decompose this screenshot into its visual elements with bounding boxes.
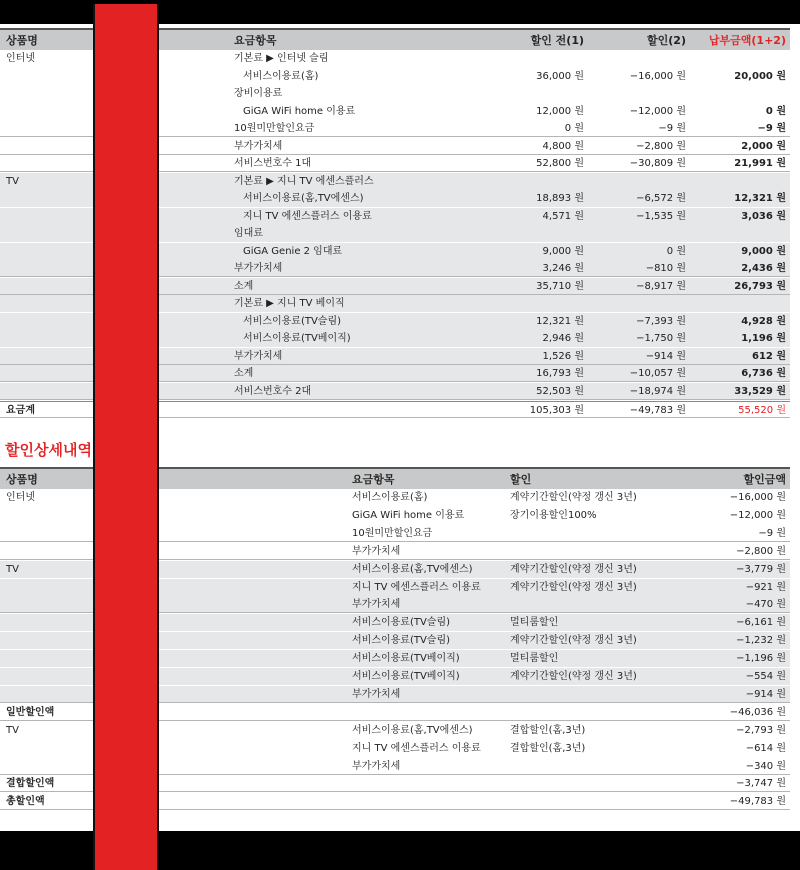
payment-cell: 1,196 원	[741, 333, 786, 344]
amount-cell: −614 원	[745, 742, 786, 754]
payment-cell: 2,436 원	[741, 263, 786, 274]
payment-cell: 33,529 원	[734, 385, 786, 397]
before-cell: 9,000 원	[542, 245, 584, 257]
payment-cell: −9 원	[757, 123, 786, 134]
total-label: 요금계	[6, 405, 35, 416]
item-cell: 서비스번호수 2대	[234, 385, 312, 397]
item-cell: GiGA WiFi home 이용료	[243, 105, 356, 117]
product-cell: TV	[6, 175, 19, 187]
discount-cell: −18,974 원	[629, 385, 686, 397]
product-cell: 총할인액	[6, 796, 45, 808]
item-cell: 부가가치세	[352, 760, 401, 772]
discount-type-cell: 계약기간할인(약정 갱신 3년)	[510, 635, 637, 647]
before-cell: 2,946 원	[542, 333, 584, 344]
amount-cell: −914 원	[745, 688, 786, 700]
item-cell: 장비이용료	[234, 88, 283, 99]
item-cell: 부가가치세	[234, 263, 283, 274]
item-cell: 지니 TV 에센스플러스 이용료	[243, 210, 372, 222]
discount-cell: −10,057 원	[629, 368, 686, 379]
discount-type-cell: 계약기간할인(약정 갱신 3년)	[510, 492, 637, 503]
discount-cell: −9 원	[658, 123, 686, 134]
payment-cell: 0 원	[765, 105, 786, 117]
amount-cell: −2,793 원	[736, 724, 786, 736]
amount-cell: −49,783 원	[729, 796, 786, 808]
product-cell: 결합할인액	[6, 778, 55, 790]
before-cell: 18,893 원	[536, 193, 584, 204]
discount-cell: −6,572 원	[636, 193, 686, 204]
total-payment: 55,520 원	[738, 405, 786, 416]
amount-cell: −1,232 원	[736, 635, 786, 647]
item-cell: 서비스이용료(홈,TV에센스)	[243, 193, 364, 204]
payment-cell: 3,036 원	[741, 210, 786, 222]
payment-cell: 4,928 원	[741, 315, 786, 327]
before-cell: 36,000 원	[536, 70, 584, 82]
total-discount: −49,783 원	[629, 405, 686, 416]
discount-type-cell: 멀티룸할인	[510, 653, 559, 665]
discount-cell: 0 원	[666, 245, 686, 257]
item-cell: 서비스이용료(TV슬림)	[243, 315, 342, 327]
item-cell: 기본료 ▶ 지니 TV 에센스플러스	[234, 175, 374, 187]
payment-cell: 26,793 원	[734, 280, 786, 292]
discount-cell: −12,000 원	[629, 105, 686, 117]
item-cell: 서비스이용료(홈)	[352, 492, 428, 503]
item-cell: 서비스이용료(TV슬림)	[352, 617, 451, 629]
payment-cell: 2,000 원	[741, 140, 786, 152]
discount-cell: −2,800 원	[636, 140, 686, 152]
item-cell: 소계	[234, 280, 254, 292]
item-cell: GiGA WiFi home 이용료	[352, 509, 465, 521]
discount-cell: −1,535 원	[636, 210, 686, 222]
discount-detail-title: 할인상세내역	[5, 441, 92, 459]
amount-cell: −1,196 원	[736, 653, 786, 665]
before-cell: 0 원	[564, 123, 584, 134]
discount-type-cell: 계약기간할인(약정 갱신 3년)	[510, 671, 637, 682]
amount-cell: −6,161 원	[736, 617, 786, 629]
before-cell: 35,710 원	[536, 280, 584, 292]
item-cell: 서비스이용료(TV베이직)	[243, 333, 351, 344]
item-cell: 서비스이용료(TV베이직)	[352, 671, 460, 682]
before-cell: 52,503 원	[536, 385, 584, 397]
amount-cell: −470 원	[745, 599, 786, 611]
amount-cell: −16,000 원	[729, 492, 786, 503]
amount-cell: −554 원	[745, 671, 786, 682]
item-cell: 서비스이용료(홈,TV에센스)	[352, 724, 473, 736]
item-cell: 부가가치세	[352, 545, 401, 557]
col-product-header: 상품명	[6, 34, 38, 47]
discount-cell: −16,000 원	[629, 70, 686, 82]
before-cell: 16,793 원	[536, 368, 584, 379]
product-cell: TV	[6, 563, 19, 575]
discount-type-cell: 결합할인(홈,3년)	[510, 742, 586, 754]
discount-cell: −914 원	[645, 350, 686, 362]
amount-cell: −921 원	[745, 581, 786, 593]
payment-cell: 9,000 원	[741, 245, 786, 257]
amount-cell: −3,747 원	[736, 778, 786, 790]
discount-type-cell: 멀티룸할인	[510, 617, 559, 629]
discount-cell: −810 원	[645, 263, 686, 274]
before-cell: 4,571 원	[542, 210, 584, 222]
col-discount-header: 할인(2)	[647, 34, 686, 47]
payment-cell: 612 원	[751, 350, 786, 362]
amount-cell: −2,800 원	[736, 545, 786, 557]
before-cell: 12,000 원	[536, 105, 584, 117]
total-before: 105,303 원	[529, 405, 584, 416]
before-cell: 12,321 원	[536, 315, 584, 327]
item-cell: 부가가치세	[352, 688, 401, 700]
col-item-header: 요금항목	[352, 473, 395, 486]
discount-cell: −1,750 원	[636, 333, 686, 344]
item-cell: 10원미만할인요금	[352, 527, 433, 539]
payment-cell: 20,000 원	[734, 70, 786, 82]
amount-cell: −3,779 원	[736, 563, 786, 575]
discount-type-cell: 계약기간할인(약정 갱신 3년)	[510, 563, 637, 575]
discount-type-cell: 장기이용할인100%	[510, 509, 597, 521]
product-cell: 인터넷	[6, 53, 35, 64]
item-cell: 임대료	[234, 228, 263, 239]
item-cell: 서비스이용료(홈)	[243, 70, 319, 82]
amount-cell: −12,000 원	[729, 509, 786, 521]
item-cell: GiGA Genie 2 임대료	[243, 245, 343, 257]
before-cell: 52,800 원	[536, 158, 584, 169]
before-cell: 4,800 원	[542, 140, 584, 152]
product-cell: 인터넷	[6, 492, 35, 503]
before-cell: 3,246 원	[542, 263, 584, 274]
discount-cell: −30,809 원	[629, 158, 686, 169]
item-cell: 기본료 ▶ 인터넷 슬림	[234, 53, 329, 64]
col-item-header: 요금항목	[234, 34, 277, 47]
payment-cell: 12,321 원	[734, 193, 786, 204]
item-cell: 서비스이용료(TV베이직)	[352, 653, 460, 665]
item-cell: 서비스이용료(홈,TV에센스)	[352, 563, 473, 575]
payment-cell: 21,991 원	[734, 158, 786, 169]
col-amount-header: 할인금액	[743, 473, 786, 486]
col-product-header: 상품명	[6, 473, 38, 486]
product-cell: 일반할인액	[6, 706, 55, 718]
amount-cell: −46,036 원	[729, 706, 786, 718]
discount-type-cell: 계약기간할인(약정 갱신 3년)	[510, 581, 637, 593]
col-discount-header: 할인	[510, 473, 532, 486]
item-cell: 서비스번호수 1대	[234, 158, 312, 169]
item-cell: 10원미만할인요금	[234, 123, 315, 134]
redaction-bar	[93, 4, 159, 870]
amount-cell: −9 원	[758, 527, 786, 539]
item-cell: 기본료 ▶ 지니 TV 베이직	[234, 298, 345, 309]
item-cell: 서비스이용료(TV슬림)	[352, 635, 451, 647]
item-cell: 지니 TV 에센스플러스 이용료	[352, 742, 481, 754]
item-cell: 부가가치세	[234, 350, 283, 362]
before-cell: 1,526 원	[542, 350, 584, 362]
discount-cell: −8,917 원	[636, 280, 686, 292]
col-payment-header: 납부금액(1+2)	[708, 34, 786, 47]
payment-cell: 6,736 원	[741, 368, 786, 379]
item-cell: 소계	[234, 368, 254, 379]
item-cell: 부가가치세	[352, 599, 401, 611]
col-before-header: 할인 전(1)	[530, 34, 584, 47]
discount-cell: −7,393 원	[636, 315, 686, 327]
discount-type-cell: 결합할인(홈,3년)	[510, 724, 586, 736]
product-cell: TV	[6, 724, 19, 736]
item-cell: 지니 TV 에센스플러스 이용료	[352, 581, 481, 593]
item-cell: 부가가치세	[234, 140, 283, 152]
amount-cell: −340 원	[745, 760, 786, 772]
